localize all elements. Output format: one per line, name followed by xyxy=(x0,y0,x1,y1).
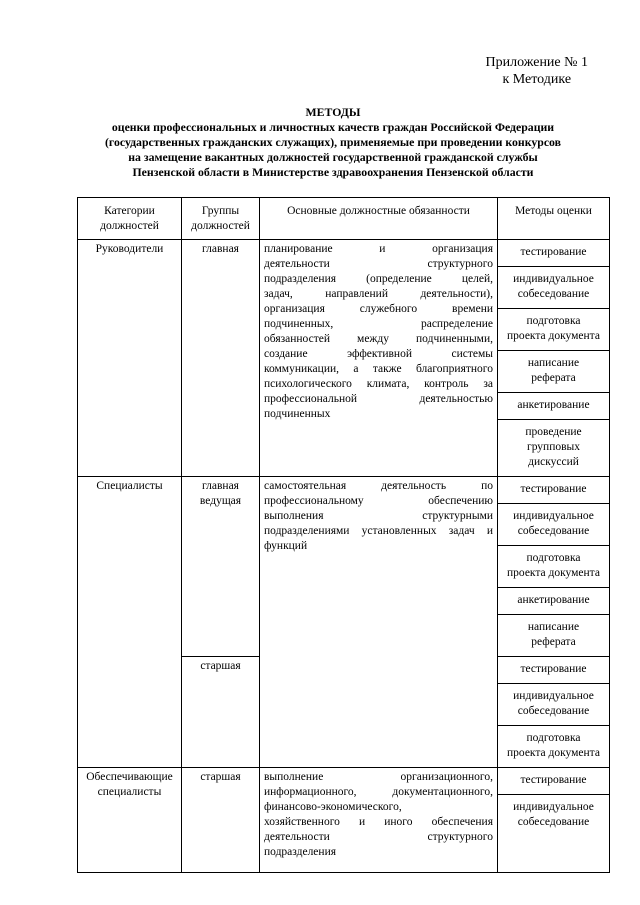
duties-line: задач, направлений деятельности), xyxy=(264,288,493,300)
method-text: подготовка xyxy=(526,315,581,327)
method-text: проекта документа xyxy=(507,567,600,579)
appendix-line-2: к Методике xyxy=(502,72,572,87)
duties-line: организация служебного времени xyxy=(264,303,493,315)
method-text: индивидуальное xyxy=(513,273,594,285)
duties-line: хозяйственного и иного обеспечения xyxy=(264,816,493,828)
category-cell: Специалисты xyxy=(78,477,182,768)
method-cell xyxy=(498,615,610,657)
method-cell xyxy=(498,588,610,615)
appendix-note xyxy=(486,54,589,88)
method-cell xyxy=(498,684,610,726)
heading-title: МЕТОДЫ xyxy=(305,105,361,119)
method-text: реферата xyxy=(531,636,576,648)
method-text: проекта документа xyxy=(507,747,600,759)
group-cell: старшая xyxy=(182,657,260,768)
method-text: собеседование xyxy=(517,705,590,717)
heading-line-4: на замещение вакантных должностей государственной гражданской службы xyxy=(128,150,538,164)
method-text: индивидуальное xyxy=(513,801,594,813)
duties-line: подчиненных xyxy=(264,408,331,420)
method-text: реферата xyxy=(531,372,576,384)
method-text: дискуссий xyxy=(528,456,579,468)
method-text: тестирование xyxy=(520,246,587,258)
duties-cell xyxy=(260,240,498,477)
method-text: анкетирование xyxy=(517,594,590,606)
method-text: подготовка xyxy=(526,732,581,744)
header-category-line-2: должностей xyxy=(100,220,159,232)
method-cell xyxy=(498,240,610,267)
duties-line: подразделениями установленных задач и xyxy=(264,525,493,537)
header-groups xyxy=(182,198,260,240)
document-heading xyxy=(60,105,606,180)
group-cell: старшая xyxy=(182,768,260,873)
method-text: проведение xyxy=(525,426,582,438)
duties-line: психологического климата, контроль за xyxy=(264,378,493,390)
method-text: проекта документа xyxy=(507,330,600,342)
methods-table xyxy=(77,197,610,873)
heading-line-3: (государственных гражданских служащих), применяемые при проведении конкурсов xyxy=(104,135,562,149)
category-cell: Руководители xyxy=(78,240,182,477)
duties-cell xyxy=(260,477,498,768)
duties-line: обязанностей между подчиненными, xyxy=(264,333,493,345)
group-text: главная xyxy=(202,480,239,492)
method-cell xyxy=(498,309,610,351)
duties-line: выполнение организационного, xyxy=(264,771,493,783)
header-category xyxy=(78,198,182,240)
category-text: Обеспечивающие xyxy=(86,771,173,783)
method-cell xyxy=(498,477,610,504)
duties-line: финансово-экономического, xyxy=(264,801,402,813)
method-text: подготовка xyxy=(526,552,581,564)
header-groups-line-2: должностей xyxy=(191,220,250,232)
method-text: анкетирование xyxy=(517,399,590,411)
duties-line: подразделения xyxy=(264,846,337,858)
duties-line: профессиональному обеспечению xyxy=(264,495,493,507)
duties-line: планирование и организация xyxy=(264,243,493,255)
table-row xyxy=(78,477,610,504)
method-text: тестирование xyxy=(520,774,587,786)
method-text: написание xyxy=(527,621,580,633)
duties-line: подчиненных, распределение xyxy=(264,318,493,330)
duties-line: выполнения структурными xyxy=(264,510,493,522)
duties-line: деятельности структурного xyxy=(264,831,493,843)
method-text: групповых xyxy=(526,441,581,453)
heading-line-2: оценки профессиональных и личностных качеств граждан Российской Федерации xyxy=(111,120,555,134)
method-cell xyxy=(498,504,610,546)
method-cell xyxy=(498,768,610,795)
duties-line: деятельности структурного xyxy=(264,258,493,270)
header-methods: Методы оценки xyxy=(498,198,610,240)
method-cell xyxy=(498,726,610,768)
method-cell xyxy=(498,393,610,420)
duties-line: самостоятельная деятельность по xyxy=(264,480,493,492)
duties-line: функций xyxy=(264,540,308,552)
duties-line: коммуникации, а также благоприятного xyxy=(264,363,493,375)
method-text: собеседование xyxy=(517,525,590,537)
duties-cell xyxy=(260,768,498,873)
category-text: специалисты xyxy=(97,786,162,798)
method-cell xyxy=(498,267,610,309)
method-cell xyxy=(498,795,610,873)
table-header-row xyxy=(78,198,610,240)
group-cell xyxy=(182,477,260,657)
method-text: собеседование xyxy=(517,816,590,828)
method-text: индивидуальное xyxy=(513,690,594,702)
heading-line-5: Пензенской области в Министерстве здравоохранения Пензенской области xyxy=(132,165,534,179)
header-groups-line-1: Группы xyxy=(201,205,240,217)
table-row xyxy=(78,768,610,795)
method-text: собеседование xyxy=(517,288,590,300)
method-text: индивидуальное xyxy=(513,510,594,522)
method-cell xyxy=(498,420,610,477)
method-text: написание xyxy=(527,357,580,369)
method-cell xyxy=(498,351,610,393)
method-cell xyxy=(498,546,610,588)
duties-line: информационного, документационного, xyxy=(264,786,493,798)
duties-line: подразделения (определение целей, xyxy=(264,273,493,285)
group-cell: главная xyxy=(182,240,260,477)
method-text: тестирование xyxy=(520,663,587,675)
table-row xyxy=(78,240,610,267)
category-cell xyxy=(78,768,182,873)
method-cell xyxy=(498,657,610,684)
method-text: тестирование xyxy=(520,483,587,495)
header-category-line-1: Категории xyxy=(104,205,155,217)
group-text: ведущая xyxy=(199,495,242,507)
appendix-line-1: Приложение № 1 xyxy=(485,55,588,70)
duties-line: профессиональной деятельностью xyxy=(264,393,493,405)
header-duties: Основные должностные обязанности xyxy=(260,198,498,240)
duties-line: создание эффективной системы xyxy=(264,348,493,360)
